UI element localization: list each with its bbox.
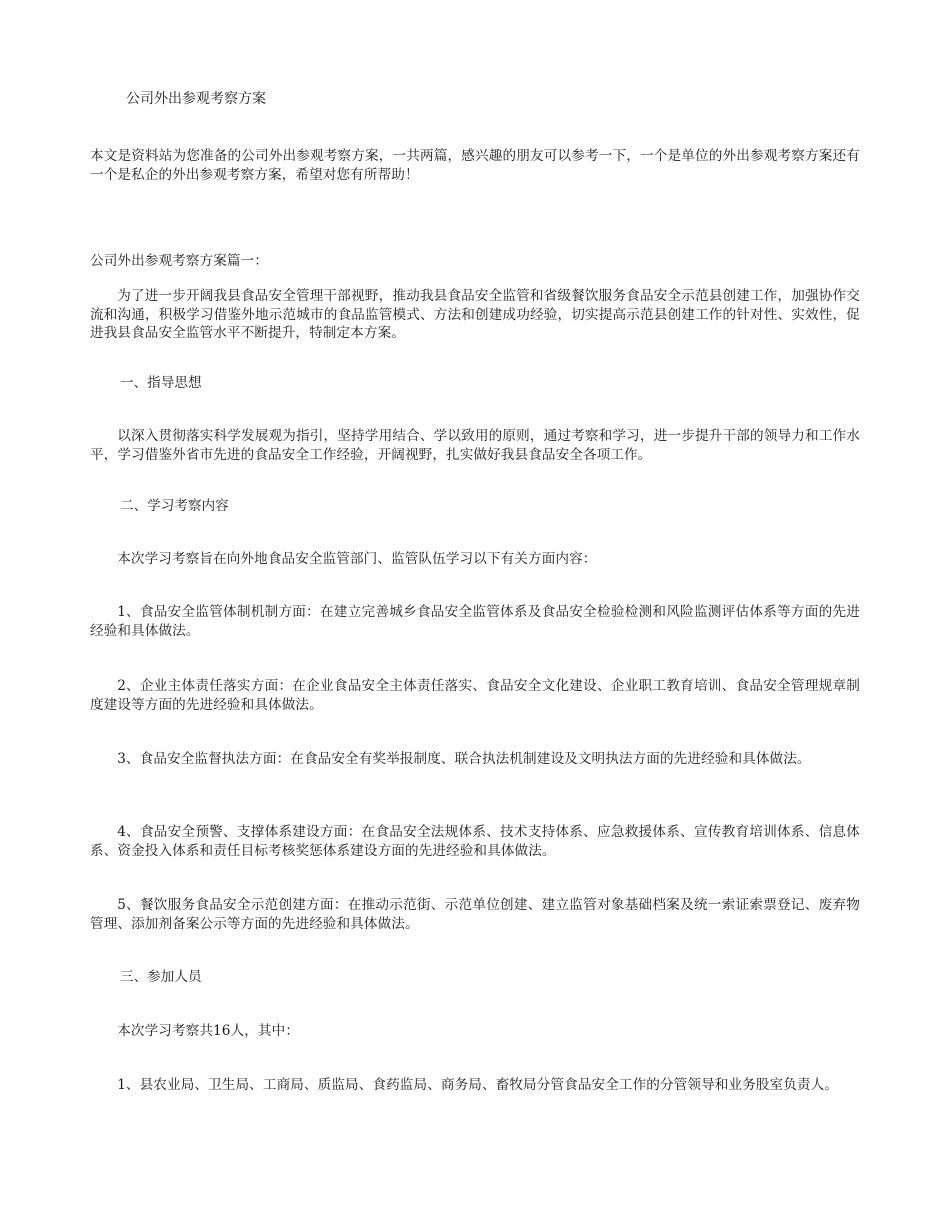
purpose-paragraph: 为了进一步开阔我县食品安全管理干部视野，推动我县食品安全监管和省级餐饮服务食品安全示范县创建工作，加强协作交流和沟通，积极学习借鉴外地示范城市的食品监管模式、方法和创建成功经验，切实提高示范县创建工作的针对性、实效性，促进我县食品安全监管水平不断提升，特制定本方案。 xyxy=(90,288,860,341)
list-item: 4、食品安全预警、支撑体系建设方面：在食品安全法规体系、技术支持体系、应急救援体系、宣传教育培训体系、信息体系、资金投入体系和责任目标考核奖惩体系建设方面的先进经验和具体做法。 xyxy=(90,824,860,859)
part-one-label: 公司外出参观考察方案篇一： xyxy=(90,253,269,269)
intro-paragraph: 本文是资料站为您准备的公司外出参观考察方案，一共两篇，感兴趣的朋友可以参考一下，一个是单位的外出参观考察方案还有一个是私企的外出参观考察方案，希望对您有所帮助！ xyxy=(90,148,860,183)
section-heading-participants: 三、参加人员 xyxy=(120,969,202,985)
list-item: 3、食品安全监督执法方面：在食品安全有奖举报制度、联合执法机制建设及文明执法方面的先进经验和具体做法。 xyxy=(117,751,811,767)
list-item: 2、企业主体责任落实方面：在企业食品安全主体责任落实、食品安全文化建设、企业职工教育培训、食品安全管理规章制度建设等方面的先进经验和具体做法。 xyxy=(90,678,860,713)
list-item: 1、县农业局、卫生局、工商局、质监局、食药监局、商务局、畜牧局分管食品安全工作的分管领导和业务股室负责人。 xyxy=(117,1077,839,1093)
section-heading-guiding-ideology: 一、指导思想 xyxy=(120,375,202,391)
list-item: 5、餐饮服务食品安全示范创建方面：在推动示范街、示范单位创建、建立监管对象基础档案及统一索证索票登记、废弃物管理、添加剂备案公示等方面的先进经验和具体做法。 xyxy=(90,897,860,932)
list-item: 1、食品安全监管体制机制方面：在建立完善城乡食品安全监管体系及食品安全检验检测和风险监测评估体系等方面的先进经验和具体做法。 xyxy=(90,604,860,639)
section-heading-study-content: 二、学习考察内容 xyxy=(120,498,229,514)
section-body-guiding-ideology: 以深入贯彻落实科学发展观为指引，坚持学用结合、学以致用的原则，通过考察和学习，进一步提升干部的领导力和工作水平，学习借鉴外省市先进的食品安全工作经验，开阔视野，扎实做好我县食品安全各项工作。 xyxy=(90,428,860,463)
section-intro-participants: 本次学习考察共16人，其中： xyxy=(117,1023,300,1039)
section-intro-study-content: 本次学习考察旨在向外地食品安全监管部门、监管队伍学习以下有关方面内容： xyxy=(117,551,597,567)
document-title: 公司外出参观考察方案 xyxy=(126,91,266,107)
